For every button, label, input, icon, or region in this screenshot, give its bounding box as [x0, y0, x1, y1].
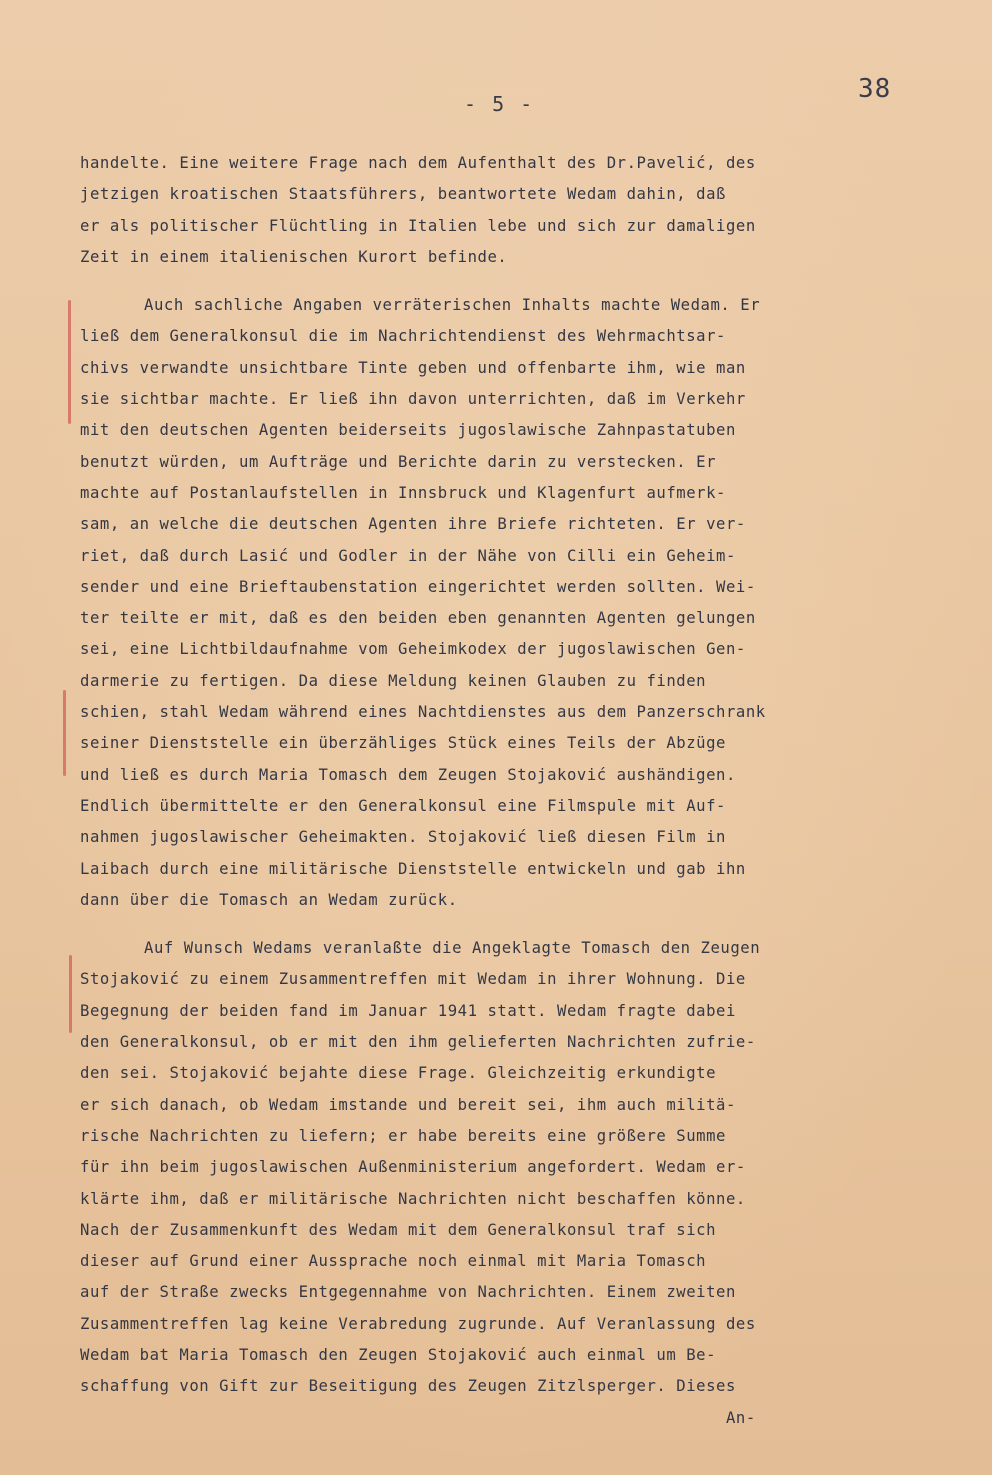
- text-line: Zeit in einem italienischen Kurort befinde.: [80, 247, 508, 266]
- margin-mark: [69, 955, 72, 1033]
- body-text: [80, 148, 980, 1451]
- text-line: den sei. Stojaković bejahte diese Frage. Gleichzeitig erkundigte: [80, 1064, 717, 1083]
- text-line: rische Nachrichten zu liefern; er habe bereits eine größere Summe: [80, 1126, 726, 1145]
- text-line: sam, an welche die deutschen Agenten ihre Briefe richteten. Er ver-: [80, 515, 746, 534]
- margin-mark: [68, 300, 71, 424]
- text-line: ter teilte er mit, daß es den beiden eben genannten Agenten gelungen: [80, 609, 756, 628]
- paragraph: [80, 933, 980, 1434]
- text-line: Stojaković zu einem Zusammentreffen mit Wedam in ihrer Wohnung. Die: [80, 970, 746, 989]
- text-line: benutzt würden, um Aufträge und Berichte darin zu verstecken. Er: [80, 452, 717, 471]
- text-line: An-: [80, 1408, 756, 1427]
- page-number: 38: [858, 74, 892, 104]
- text-line: Zusammentreffen lag keine Verabredung zugrunde. Auf Veranlassung des: [80, 1314, 756, 1333]
- text-line: Begegnung der beiden fand im Januar 1941 statt. Wedam fragte dabei: [80, 1001, 736, 1020]
- text-line: sei, eine Lichtbildaufnahme vom Geheimkodex der jugoslawischen Gen-: [80, 640, 746, 659]
- paragraph: [80, 148, 980, 273]
- text-line: Auf Wunsch Wedams veranlaßte die Angeklagte Tomasch den Zeugen: [144, 939, 761, 958]
- text-line: auf der Straße zwecks Entgegennahme von Nachrichten. Einem zweiten: [80, 1283, 736, 1302]
- text-line: sie sichtbar machte. Er ließ ihn davon unterrichten, daß im Verkehr: [80, 390, 746, 409]
- text-line: seiner Dienststelle ein überzähliges Stück eines Teils der Abzüge: [80, 734, 726, 753]
- text-line: riet, daß durch Lasić und Godler in der Nähe von Cilli ein Geheim-: [80, 546, 736, 565]
- text-line: und ließ es durch Maria Tomasch dem Zeugen Stojaković aushändigen.: [80, 765, 736, 784]
- text-line: den Generalkonsul, ob er mit den ihm gelieferten Nachrichten zufrie-: [80, 1033, 756, 1052]
- text-line: er als politischer Flüchtling in Italien lebe und sich zur damaligen: [80, 216, 756, 235]
- text-line: Nach der Zusammenkunft des Wedam mit dem Generalkonsul traf sich: [80, 1220, 717, 1239]
- text-line: jetzigen kroatischen Staatsführers, beantwortete Wedam dahin, daß: [80, 185, 726, 204]
- text-line: chivs verwandte unsichtbare Tinte geben und offenbarte ihm, wie man: [80, 358, 746, 377]
- text-line: für ihn beim jugoslawischen Außenministerium angefordert. Wedam er-: [80, 1158, 746, 1177]
- text-line: Wedam bat Maria Tomasch den Zeugen Stojaković auch einmal um Be-: [80, 1345, 717, 1364]
- text-line: handelte. Eine weitere Frage nach dem Aufenthalt des Dr.Pavelić, des: [80, 154, 756, 172]
- page-marker: - 5 -: [464, 92, 535, 116]
- text-line: dieser auf Grund einer Aussprache noch einmal mit Maria Tomasch: [80, 1252, 707, 1271]
- text-line: darmerie zu fertigen. Da diese Meldung keinen Glauben zu finden: [80, 671, 707, 690]
- text-line: Endlich übermittelte er den Generalkonsul eine Filmspule mit Auf-: [80, 796, 726, 815]
- paragraph: [80, 290, 980, 916]
- text-line: mit den deutschen Agenten beiderseits jugoslawische Zahnpastatuben: [80, 421, 736, 440]
- text-line: ließ dem Generalkonsul die im Nachrichtendienst des Wehrmachtsar-: [80, 327, 726, 346]
- text-line: Laibach durch eine militärische Dienststelle entwickeln und gab ihn: [80, 859, 746, 878]
- text-line: er sich danach, ob Wedam imstande und bereit sei, ihm auch militä-: [80, 1095, 736, 1114]
- text-line: schien, stahl Wedam während eines Nachtdienstes aus dem Panzerschrank: [80, 703, 766, 722]
- margin-mark: [63, 690, 66, 776]
- text-line: machte auf Postanlaufstellen in Innsbruck und Klagenfurt aufmerk-: [80, 483, 726, 502]
- text-line: schaffung von Gift zur Beseitigung des Zeugen Zitzlsperger. Dieses: [80, 1377, 736, 1396]
- text-line: nahmen jugoslawischer Geheimakten. Stojaković ließ diesen Film in: [80, 828, 726, 847]
- text-line: dann über die Tomasch an Wedam zurück.: [80, 890, 458, 909]
- text-line: sender und eine Brieftaubenstation eingerichtet werden sollten. Wei-: [80, 577, 756, 596]
- text-line: klärte ihm, daß er militärische Nachrichten nicht beschaffen könne.: [80, 1189, 746, 1208]
- text-line: Auch sachliche Angaben verräterischen Inhalts machte Wedam. Er: [144, 296, 761, 315]
